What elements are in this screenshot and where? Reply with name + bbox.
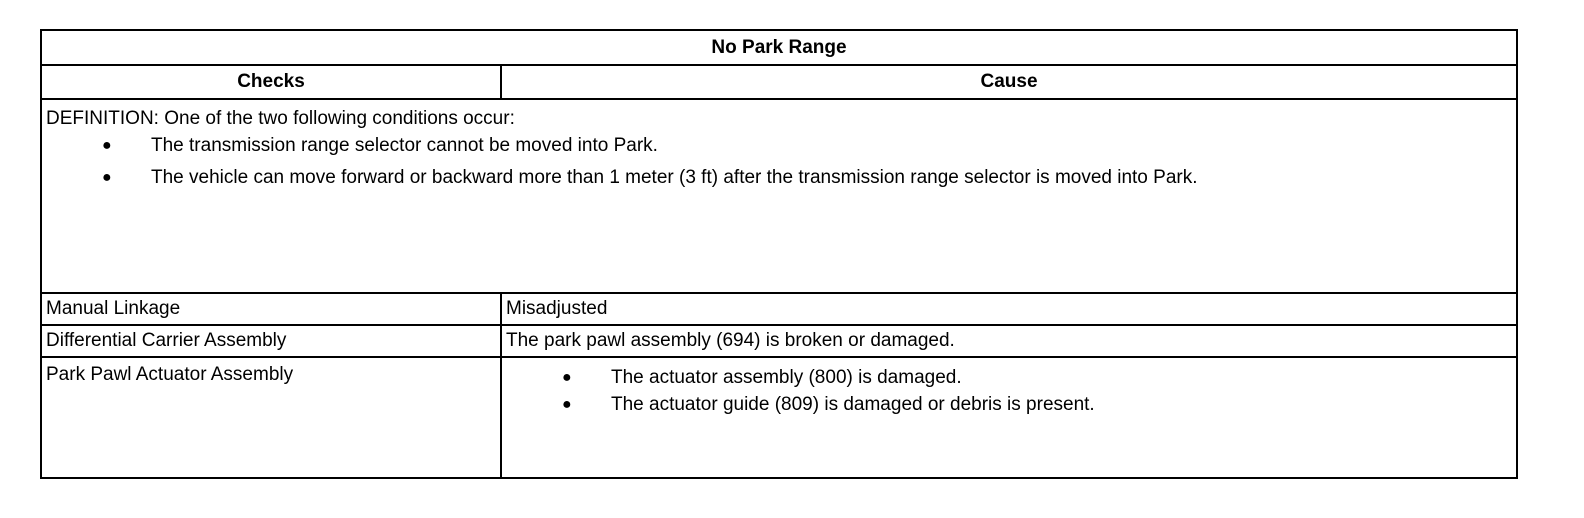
cause-cell xyxy=(501,357,1517,478)
cause-item xyxy=(506,391,1512,418)
header-cause: Cause xyxy=(501,65,1517,99)
cause-item xyxy=(506,364,1512,391)
table-row xyxy=(41,293,1517,325)
definition-item xyxy=(46,162,1512,194)
table-header-row xyxy=(41,65,1517,99)
table-row xyxy=(41,357,1517,478)
cause-cell: Misadjusted xyxy=(501,293,1517,325)
check-cell: Park Pawl Actuator Assembly xyxy=(41,357,501,478)
header-checks: Checks xyxy=(41,65,501,99)
bullet-icon: ● xyxy=(562,369,572,386)
diagnostic-table xyxy=(40,29,1518,479)
cause-list xyxy=(506,364,1512,418)
cause-item-text: The actuator guide (809) is damaged or debris is present. xyxy=(611,394,1095,415)
table-title-row xyxy=(41,30,1517,65)
table-row xyxy=(41,325,1517,357)
definition-cell xyxy=(41,99,1517,293)
definition-row xyxy=(41,99,1517,293)
bullet-icon: ● xyxy=(102,169,112,186)
cause-item-text: The actuator assembly (800) is damaged. xyxy=(611,367,962,388)
check-cell: Manual Linkage xyxy=(41,293,501,325)
check-cell: Differential Carrier Assembly xyxy=(41,325,501,357)
cause-cell: The park pawl assembly (694) is broken or damaged. xyxy=(501,325,1517,357)
definition-intro: DEFINITION: One of the two following conditions occur: xyxy=(46,108,515,129)
definition-item xyxy=(46,130,1512,162)
bullet-icon: ● xyxy=(562,396,572,413)
definition-item-text: The transmission range selector cannot be moved into Park. xyxy=(151,135,658,156)
bullet-icon: ● xyxy=(102,137,112,154)
definition-list xyxy=(46,130,1512,194)
definition-item-text: The vehicle can move forward or backward more than 1 meter (3 ft) after the transmission range selector is moved into Park. xyxy=(151,167,1198,188)
table-title: No Park Range xyxy=(41,30,1517,65)
